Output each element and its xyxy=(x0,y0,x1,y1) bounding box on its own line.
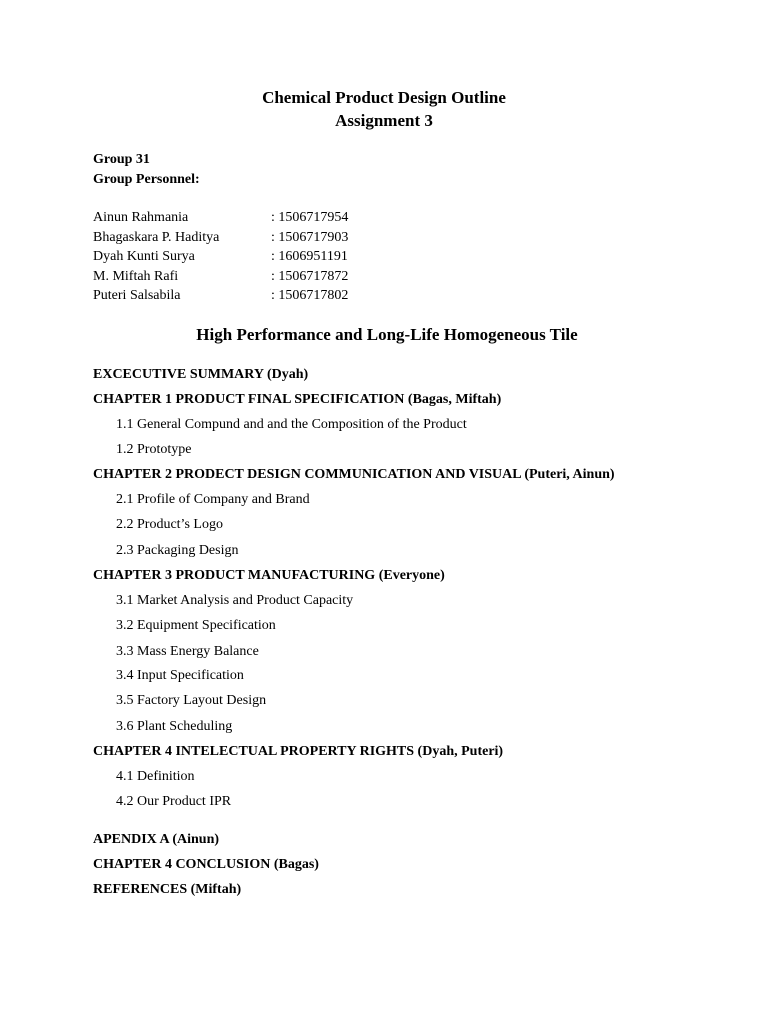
outline-subitem: 3.3 Mass Energy Balance xyxy=(116,644,259,659)
outline-subitem: 1.1 General Compund and and the Composition of the Product xyxy=(116,417,467,432)
document-title: Chemical Product Design Outline xyxy=(262,88,506,107)
outline-subitem: 2.1 Profile of Company and Brand xyxy=(116,492,310,507)
member-id: : 1606951191 xyxy=(271,249,348,264)
member-name: Bhagaskara P. Haditya xyxy=(93,229,220,245)
outline-heading: CHAPTER 1 PRODUCT FINAL SPECIFICATION (Bagas, Miftah) xyxy=(93,392,502,407)
outline-heading: CHAPTER 3 PRODUCT MANUFACTURING (Everyone) xyxy=(93,568,445,583)
member-list xyxy=(93,208,348,306)
outline-heading: CHAPTER 4 CONCLUSION (Bagas) xyxy=(93,857,319,872)
member-row xyxy=(93,208,348,228)
outline-subitem: 2.3 Packaging Design xyxy=(116,543,239,558)
personnel-label: Group Personnel: xyxy=(93,172,200,187)
member-name: Ainun Rahmania xyxy=(93,210,189,225)
member-row xyxy=(93,228,348,248)
outline-heading: REFERENCES (Miftah) xyxy=(93,882,242,897)
member-row xyxy=(93,286,348,306)
outline-heading: APENDIX A (Ainun) xyxy=(93,832,220,847)
outline-subitem: 3.1 Market Analysis and Product Capacity xyxy=(116,593,354,608)
group-number: Group 31 xyxy=(93,152,150,167)
member-id: : 1506717954 xyxy=(271,210,349,225)
member-row xyxy=(93,247,348,267)
outline-subitem: 4.1 Definition xyxy=(116,769,195,784)
member-row xyxy=(93,267,348,287)
outline-subitem: 3.6 Plant Scheduling xyxy=(116,719,233,734)
member-id: : 1506717903 xyxy=(271,229,349,245)
member-name: M. Miftah Rafi xyxy=(93,268,179,284)
document-subtitle: Assignment 3 xyxy=(335,111,433,130)
member-name: Puteri Salsabila xyxy=(93,288,181,303)
outline-subitem: 2.2 Product’s Logo xyxy=(116,517,223,532)
product-title: High Performance and Long-Life Homogeneous Tile xyxy=(196,325,578,344)
outline-subitem: 1.2 Prototype xyxy=(116,442,192,457)
member-name: Dyah Kunti Surya xyxy=(93,249,195,264)
outline-heading: CHAPTER 4 INTELECTUAL PROPERTY RIGHTS (Dyah, Puteri) xyxy=(93,744,504,759)
outline-subitem: 4.2 Our Product IPR xyxy=(116,794,232,809)
outline-heading: CHAPTER 2 PRODECT DESIGN COMMUNICATION AND VISUAL (Puteri, Ainun) xyxy=(93,467,615,482)
outline-subitem: 3.2 Equipment Specification xyxy=(116,618,276,633)
member-id: : 1506717802 xyxy=(271,288,349,303)
member-id: : 1506717872 xyxy=(271,268,349,284)
outline-subitem: 3.4 Input Specification xyxy=(116,668,244,683)
outline-heading: EXCECUTIVE SUMMARY (Dyah) xyxy=(93,367,309,382)
outline-subitem: 3.5 Factory Layout Design xyxy=(116,693,267,708)
